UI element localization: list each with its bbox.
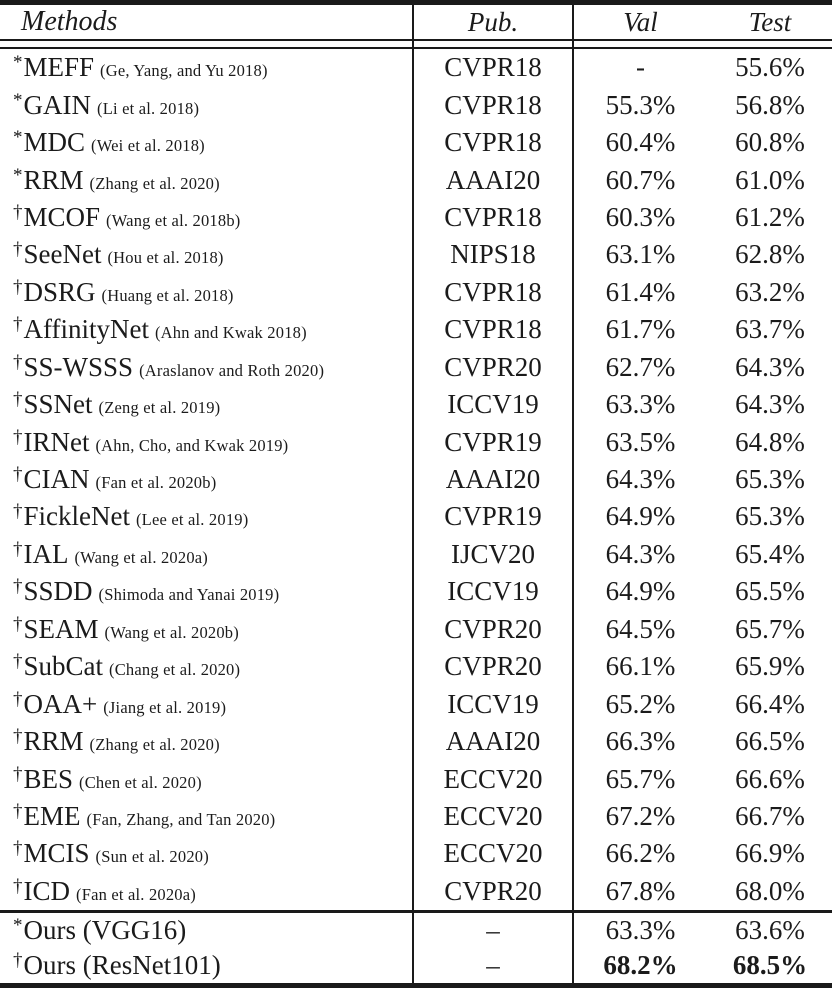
header-val: Val: [623, 6, 658, 37]
pub-cell: CVPR20: [444, 613, 542, 644]
pub-cell: CVPR18: [444, 52, 542, 83]
val-cell: 63.5%: [605, 426, 676, 457]
table-row: [0, 161, 832, 198]
table-body: [0, 49, 832, 910]
test-cell: 63.2%: [735, 276, 805, 307]
method-cell: [0, 689, 413, 720]
pub-cell: ECCV20: [443, 763, 543, 794]
method-marker: *: [13, 89, 23, 111]
val-cell: 66.2%: [605, 838, 676, 869]
val-cell: 65.2%: [605, 688, 676, 719]
pub-cell: CVPR18: [444, 127, 542, 158]
method-name: SSDD: [23, 576, 93, 607]
table-row: [0, 611, 832, 648]
table-row: [0, 913, 832, 948]
method-name: DSRG: [23, 276, 96, 307]
method-citation: (Araslanov and Roth 2020): [139, 360, 325, 380]
test-cell: 63.7%: [735, 314, 805, 345]
table-row: [0, 461, 832, 498]
table-row: [0, 498, 832, 535]
method-citation: (Zhang et al. 2020): [89, 173, 220, 193]
method-cell: [0, 314, 413, 345]
method-cell: [0, 202, 413, 233]
pub-cell: IJCV20: [450, 538, 535, 569]
method-citation: (Sun et al. 2020): [95, 847, 209, 867]
method-marker: †: [13, 576, 23, 598]
pub-cell: CVPR20: [444, 875, 542, 906]
method-cell: [0, 277, 413, 308]
method-name: RRM: [23, 726, 84, 757]
method-citation: (Hou et al. 2018): [107, 248, 224, 268]
method-name: MEFF: [23, 52, 95, 83]
val-cell: 65.7%: [605, 763, 676, 794]
pub-cell: ICCV19: [447, 576, 539, 607]
method-citation: (Lee et al. 2019): [135, 510, 249, 530]
method-citation: (Chen et al. 2020): [79, 772, 202, 792]
table-row: [0, 199, 832, 236]
method-cell: [0, 876, 413, 907]
method-name: SSNet: [23, 389, 93, 420]
column-divider-pub-val: [572, 0, 574, 983]
method-citation: (Ahn, Cho, and Kwak 2019): [95, 435, 289, 455]
pub-cell: CVPR18: [444, 201, 542, 232]
val-cell: 68.2%: [603, 950, 678, 980]
method-cell: [0, 801, 413, 832]
pub-cell: AAAI20: [445, 726, 541, 757]
method-marker: †: [13, 501, 23, 523]
method-marker: †: [13, 688, 23, 710]
method-name: EME: [23, 800, 81, 831]
pub-cell: ECCV20: [443, 800, 543, 831]
method-name: MCOF: [23, 201, 101, 232]
method-marker: †: [13, 763, 23, 785]
val-cell: 64.3%: [605, 538, 676, 569]
table-row: [0, 685, 832, 722]
method-marker: †: [13, 389, 23, 411]
method-cell: [0, 726, 413, 757]
method-cell: [0, 90, 413, 121]
method-name: OAA+: [23, 688, 98, 719]
table-row: [0, 423, 832, 460]
table-row: [0, 386, 832, 423]
val-cell: 61.7%: [605, 314, 676, 345]
method-cell: [0, 464, 413, 495]
header-methods: Methods: [21, 6, 118, 37]
method-name: BES: [23, 763, 74, 794]
test-cell: 55.6%: [735, 52, 805, 83]
method-name: MDC: [23, 127, 86, 158]
method-citation: (Li et al. 2018): [97, 98, 200, 118]
method-marker: †: [13, 464, 23, 486]
method-citation: (Fan, Zhang, and Tan 2020): [86, 809, 276, 829]
table-row: [0, 536, 832, 573]
test-cell: 60.8%: [735, 127, 805, 158]
test-cell: 66.5%: [735, 726, 805, 757]
test-cell: 64.3%: [735, 351, 805, 382]
table-row: [0, 648, 832, 685]
pub-cell: –: [486, 950, 500, 980]
table-row: [0, 798, 832, 835]
column-divider-methods-pub: [412, 0, 414, 983]
pub-cell: NIPS18: [450, 239, 536, 270]
val-cell: 61.4%: [605, 276, 676, 307]
method-name: SubCat: [23, 651, 104, 682]
pub-cell: CVPR20: [444, 351, 542, 382]
table-row: [0, 49, 832, 86]
test-cell: 63.6%: [735, 915, 805, 945]
test-cell: 64.8%: [735, 426, 805, 457]
header-pub: Pub.: [467, 6, 519, 37]
method-name: AffinityNet: [23, 314, 149, 345]
method-cell: [0, 501, 413, 532]
val-cell: 67.2%: [605, 800, 676, 831]
method-name: ICD: [23, 875, 70, 906]
method-citation: (Wang et al. 2018b): [106, 210, 241, 230]
method-marker: †: [13, 239, 23, 261]
test-cell: 64.3%: [735, 389, 805, 420]
table-row: [0, 311, 832, 348]
pub-cell: CVPR19: [444, 501, 542, 532]
val-cell: -: [636, 52, 645, 83]
test-cell: 65.9%: [735, 651, 805, 682]
method-citation: (Zhang et al. 2020): [89, 735, 220, 755]
pub-cell: AAAI20: [445, 464, 541, 495]
method-cell: [0, 950, 413, 981]
method-citation: (Fan et al. 2020a): [76, 884, 196, 904]
table-row: [0, 835, 832, 872]
method-marker: *: [13, 52, 23, 74]
test-cell: 56.8%: [735, 89, 805, 120]
table-row: [0, 86, 832, 123]
test-cell: 65.3%: [735, 464, 805, 495]
test-cell: 65.7%: [735, 613, 805, 644]
val-cell: 60.3%: [605, 201, 676, 232]
test-cell: 66.7%: [735, 800, 805, 831]
method-cell: [0, 389, 413, 420]
method-marker: †: [13, 950, 23, 971]
ours-section: [0, 913, 832, 983]
val-cell: 55.3%: [605, 89, 676, 120]
method-marker: *: [13, 127, 23, 149]
test-cell: 65.4%: [735, 538, 805, 569]
method-name: Ours (ResNet101): [23, 950, 221, 980]
table-bottom-rule: [0, 983, 832, 988]
val-cell: 67.8%: [605, 875, 676, 906]
table-row: [0, 948, 832, 983]
table-row: [0, 274, 832, 311]
test-cell: 61.0%: [735, 164, 805, 195]
method-citation: (Shimoda and Yanai 2019): [98, 585, 280, 605]
table-row: [0, 236, 832, 273]
method-marker: *: [13, 915, 23, 936]
test-cell: 68.5%: [732, 950, 808, 980]
test-cell: 66.6%: [735, 763, 805, 794]
method-name: Ours (VGG16): [23, 915, 187, 945]
method-citation: (Ge, Yang, and Yu 2018): [100, 61, 268, 81]
pub-cell: CVPR20: [444, 651, 542, 682]
method-name: SS-WSSS: [23, 351, 134, 382]
method-name: MCIS: [23, 838, 90, 869]
pub-cell: CVPR18: [444, 89, 542, 120]
method-citation: (Ahn and Kwak 2018): [154, 323, 307, 343]
method-marker: †: [13, 838, 23, 860]
method-citation: (Wang et al. 2020a): [74, 547, 208, 567]
test-cell: 66.9%: [735, 838, 805, 869]
pub-cell: ICCV19: [447, 389, 539, 420]
val-cell: 60.7%: [605, 164, 676, 195]
method-citation: (Wei et al. 2018): [91, 136, 205, 156]
pub-cell: ICCV19: [447, 688, 539, 719]
method-marker: *: [13, 164, 23, 186]
method-citation: (Jiang et al. 2019): [103, 697, 227, 717]
pub-cell: CVPR18: [444, 276, 542, 307]
method-name: FickleNet: [23, 501, 130, 532]
method-cell: [0, 352, 413, 383]
val-cell: 64.9%: [605, 576, 676, 607]
val-cell: 66.3%: [605, 726, 676, 757]
table-row: [0, 349, 832, 386]
method-citation: (Zeng et al. 2019): [98, 398, 221, 418]
val-cell: 60.4%: [605, 127, 676, 158]
test-cell: 66.4%: [735, 688, 805, 719]
pub-cell: CVPR19: [444, 426, 542, 457]
method-cell: [0, 764, 413, 795]
table-row: [0, 573, 832, 610]
val-cell: 64.5%: [605, 613, 676, 644]
method-name: RRM: [23, 164, 84, 195]
method-name: CIAN: [23, 464, 90, 495]
method-cell: [0, 614, 413, 645]
method-name: GAIN: [23, 89, 91, 120]
method-cell: [0, 915, 413, 946]
method-cell: [0, 52, 413, 83]
method-citation: (Fan et al. 2020b): [95, 473, 217, 493]
method-cell: [0, 838, 413, 869]
method-name: SEAM: [23, 613, 99, 644]
pub-cell: AAAI20: [445, 164, 541, 195]
method-name: SeeNet: [23, 239, 102, 270]
table-row: [0, 760, 832, 797]
test-cell: 65.5%: [735, 576, 805, 607]
method-cell: [0, 651, 413, 682]
header-double-rule: [0, 39, 832, 49]
method-cell: [0, 127, 413, 158]
method-marker: †: [13, 726, 23, 748]
pub-cell: –: [486, 915, 500, 945]
method-cell: [0, 239, 413, 270]
method-cell: [0, 165, 413, 196]
method-marker: †: [13, 651, 23, 673]
method-name: IRNet: [23, 426, 90, 457]
val-cell: 64.9%: [605, 501, 676, 532]
method-citation: (Wang et al. 2020b): [104, 622, 239, 642]
method-marker: †: [13, 875, 23, 897]
table-row: [0, 723, 832, 760]
method-marker: †: [13, 276, 23, 298]
val-cell: 63.3%: [605, 389, 676, 420]
table-row: [0, 873, 832, 910]
method-marker: †: [13, 201, 23, 223]
test-cell: 65.3%: [735, 501, 805, 532]
method-marker: †: [13, 613, 23, 635]
val-cell: 63.1%: [605, 239, 676, 270]
method-cell: [0, 576, 413, 607]
pub-cell: CVPR18: [444, 314, 542, 345]
val-cell: 63.3%: [605, 915, 676, 945]
test-cell: 62.8%: [735, 239, 805, 270]
method-marker: †: [13, 426, 23, 448]
method-citation: (Chang et al. 2020): [109, 660, 241, 680]
method-cell: [0, 539, 413, 570]
val-cell: 64.3%: [605, 464, 676, 495]
header-test: Test: [748, 6, 792, 37]
table-header-row: [0, 5, 832, 39]
method-marker: †: [13, 538, 23, 560]
method-name: IAL: [23, 538, 69, 569]
test-cell: 68.0%: [735, 875, 805, 906]
method-marker: †: [13, 314, 23, 336]
method-marker: †: [13, 800, 23, 822]
val-cell: 66.1%: [605, 651, 676, 682]
table-row: [0, 124, 832, 161]
pub-cell: ECCV20: [443, 838, 543, 869]
method-marker: †: [13, 351, 23, 373]
val-cell: 62.7%: [605, 351, 676, 382]
method-cell: [0, 427, 413, 458]
method-citation: (Huang et al. 2018): [101, 285, 234, 305]
test-cell: 61.2%: [735, 201, 805, 232]
